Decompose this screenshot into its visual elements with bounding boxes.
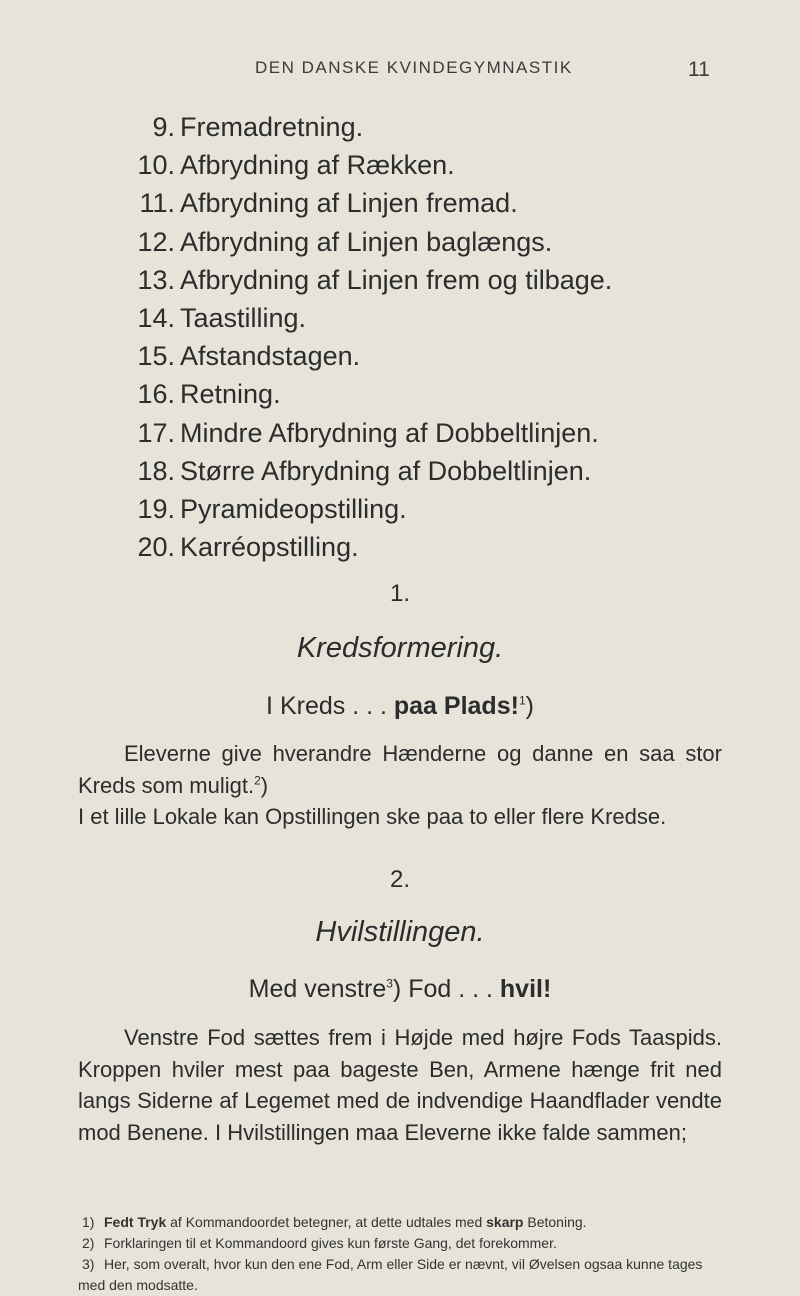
footnote-ref: 2 [254,773,261,788]
command-bold-text: hvil! [499,975,552,1003]
running-header [0,58,800,88]
footnote-1 [78,1212,722,1233]
command-text: Med venstre [248,975,387,1003]
footnotes [78,1212,722,1296]
list-item [0,299,800,337]
header-title: DEN DANSKE KVINDEGYMNASTIK [255,58,573,77]
item-text: Taastilling. [180,302,307,333]
footnote-ref: 3 [386,976,393,991]
list-item [0,337,800,375]
list-item [0,261,800,299]
item-text: Afbrydning af Linjen frem og tilbage. [180,264,613,295]
footnote-3 [78,1254,722,1296]
footnote-number: 2) [82,1235,95,1251]
command-bold-text: paa Plads! [393,692,519,720]
list-item [0,223,800,261]
item-number: 9. [152,112,175,142]
item-number: 16. [137,379,175,410]
item-text: Større Afbrydning af Dobbeltlinjen. [180,455,592,486]
footnote-number: 3) [82,1256,95,1272]
footnote-text: Her, som overalt, hvor kun den ene Fod, Arm eller Side er nævnt, vil Øvelsen ogsaa kunne tages med den modsatte. [78,1256,703,1293]
command-text: I Kreds . . . [266,692,394,720]
footnote-text-2: Betoning. [523,1214,587,1230]
item-number: 14. [137,302,175,333]
item-number: 10. [137,150,175,181]
section-1-title: Kredsformering. [296,632,504,664]
section-1-number: 1. [389,580,410,607]
item-text: Afbrydning af Linjen fremad. [180,188,518,219]
footnote-ref: 1 [518,693,526,708]
list-item [0,108,800,146]
footnote-text: af Kommandoordet betegner, at dette udtales med [166,1214,487,1230]
list-item [0,414,800,452]
item-number: 19. [137,493,175,524]
item-text: Karréopstilling. [180,532,359,563]
list-item [0,452,800,490]
section-2-paragraph: Venstre Fod sættes frem i Højde med højre Fods Taaspids. Kroppen hviler mest paa bageste Ben, Armene hænge frit ned langs Siderne af Legemet med de indvendige Haandflader vendte mod Benene. I Hvilstillingen maa Eleverne ikke falde sammen; [78,1025,722,1145]
footnote-bold-2: skarp [486,1214,524,1230]
section-1-paragraph [78,738,722,801]
command-close: ) [525,692,534,720]
footnote-text: Forklaringen til et Kommandoord gives kun første Gang, det forekommer. [104,1235,557,1251]
section-1-command [0,692,800,721]
item-number: 12. [137,226,175,257]
item-number: 18. [137,455,175,486]
list-item [0,146,800,184]
item-text: Mindre Afbrydning af Dobbeltlinjen. [180,417,599,448]
footnote-2 [78,1233,722,1254]
section-2-title: Hvilstillingen. [315,916,485,948]
exercise-list [0,108,800,566]
item-number: 15. [137,341,175,372]
item-text: Afstandstagen. [180,341,361,372]
item-text: Afbrydning af Rækken. [180,150,455,181]
footnote-number: 1) [82,1214,95,1230]
paragraph-text: Eleverne give hverandre Hænderne og danne en saa stor Kreds som muligt. [78,741,722,798]
list-item [0,184,800,222]
item-number: 17. [137,417,175,448]
section-1-paragraph-2: I et lille Lokale kan Opstillingen ske paa to eller flere Kredse. [78,804,667,829]
paragraph-close: ) [260,772,269,798]
item-number: 11. [139,188,175,219]
command-text-2: ) Fod . . . [392,975,500,1003]
item-text: Retning. [180,379,281,410]
section-2-command [0,975,800,1004]
item-number: 13. [137,264,175,295]
list-item [0,528,800,566]
page-number: 11 [688,58,710,81]
section-2-number: 2. [389,866,410,893]
footnote-bold: Fedt Tryk [104,1214,167,1230]
item-number: 20. [137,532,175,563]
list-item [0,375,800,413]
item-text: Pyramideopstilling. [180,493,407,524]
list-item [0,490,800,528]
item-text: Afbrydning af Linjen baglængs. [180,226,553,257]
item-text: Fremadretning. [180,112,364,142]
